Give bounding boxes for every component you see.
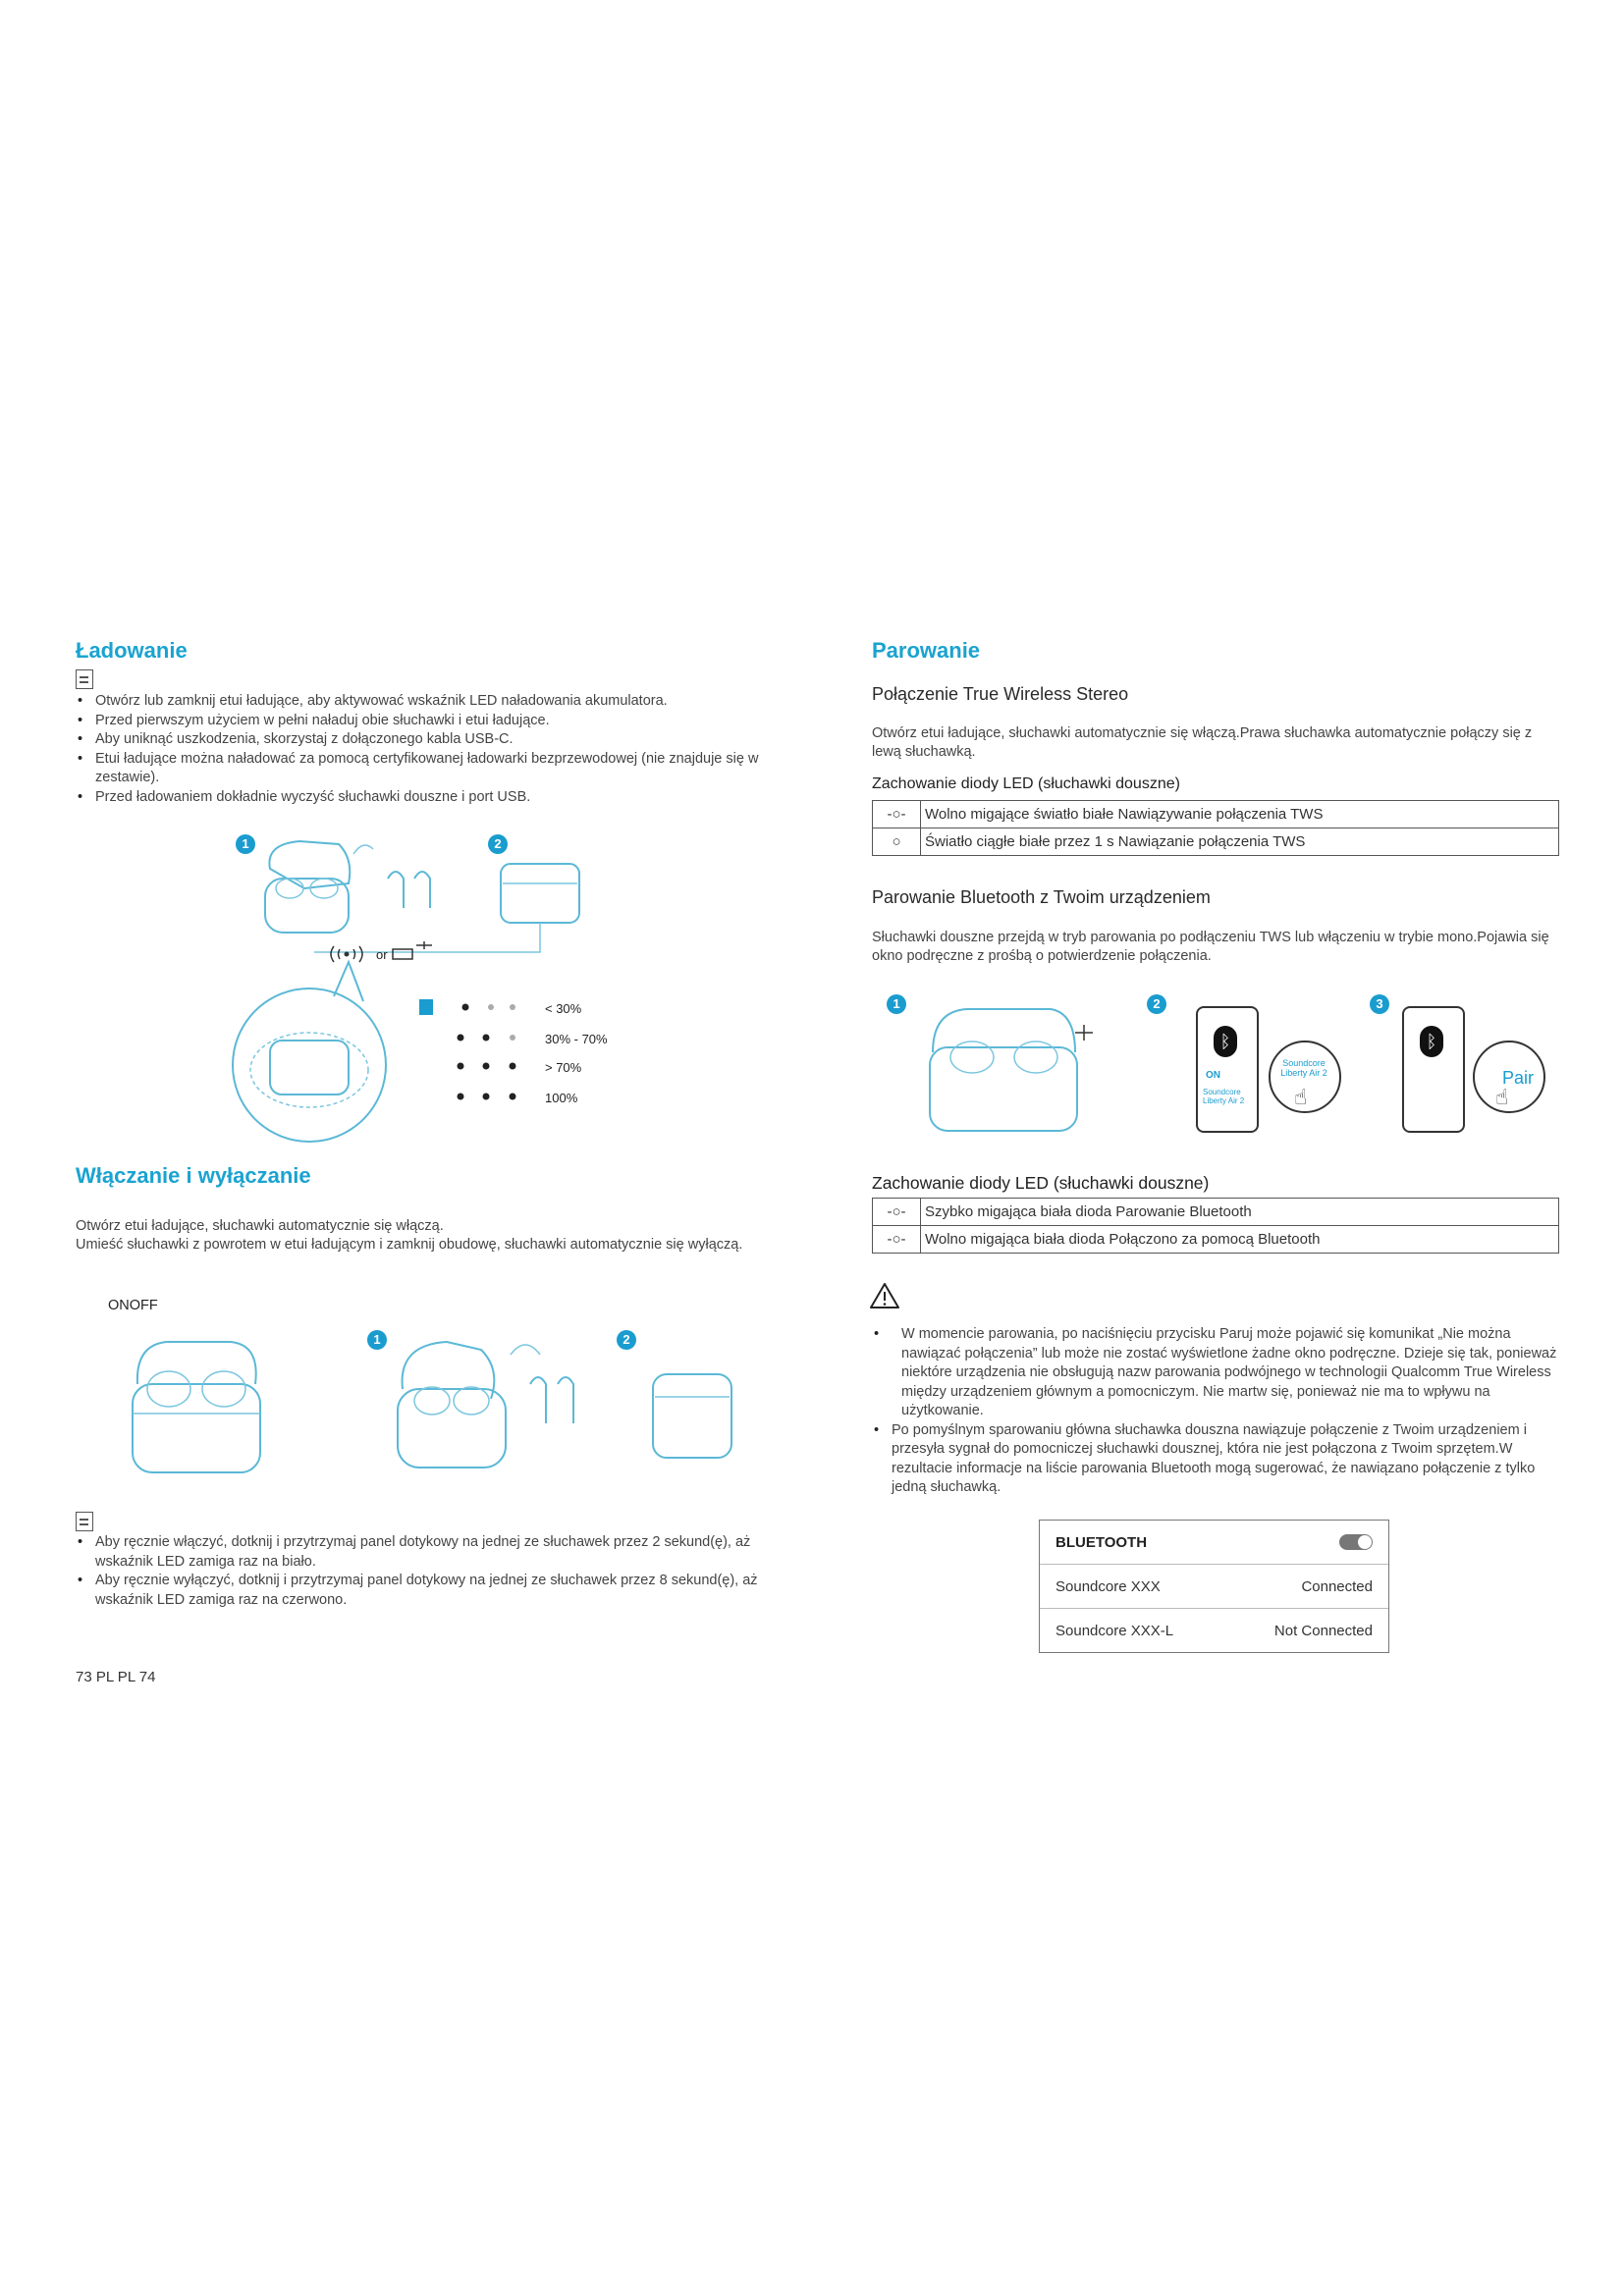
step-1-badge: 1 xyxy=(887,994,906,1014)
led-table-tws xyxy=(872,800,1559,856)
warning-bullets xyxy=(872,1325,1565,1498)
level-label: 30% - 70% xyxy=(545,1032,608,1046)
case-illustration xyxy=(928,1003,1105,1136)
charging-bullets xyxy=(76,692,763,807)
table-row: -○- Wolno migająca biała dioda Połączono za pomocą Bluetooth xyxy=(873,1226,1559,1254)
device-row[interactable]: Soundcore XXX Connected xyxy=(1040,1564,1388,1608)
device-row[interactable]: Soundcore XXX-L Not Connected xyxy=(1040,1608,1388,1652)
list-item: • Przed ładowaniem dokładnie wyczyść słuchawki douszne i port USB. xyxy=(76,788,763,808)
table-row: -○- Szybko migająca biała dioda Parowanie Bluetooth xyxy=(873,1199,1559,1226)
power-title: Włączanie i wyłączanie xyxy=(76,1163,311,1188)
toggle-on-label: ON xyxy=(1206,1070,1220,1081)
charging-title: Ładowanie xyxy=(76,638,188,663)
or-label: or xyxy=(376,947,388,962)
step-2-badge: 2 xyxy=(1147,994,1166,1014)
power-text: Otwórz etui ładujące, słuchawki automatycznie się włączą. Umieść słuchawki z powrotem w etui ładującym i zamknij obudowę, słuchawki automatycznie się wyłączą. xyxy=(76,1218,743,1253)
led-heading: Zachowanie diody LED (słuchawki douszne) xyxy=(872,775,1180,792)
list-item: • Otwórz lub zamknij etui ładujące, aby aktywować wskaźnik LED naładowania akumulatora. xyxy=(76,692,763,712)
level-label: 100% xyxy=(545,1091,578,1105)
popup-device-name: Soundcore Liberty Air 2 xyxy=(1280,1058,1327,1078)
onoff-label: ONOFF xyxy=(108,1298,158,1313)
list-item: • Po pomyślnym sparowaniu główna słuchawka douszna nawiązuje połączenie z Twoim urządzeniem i przesyła sygnał do pomocniczej słuchawki dousznej, która nie jest połączona z Twoim sprzętem.W rezultacie informacje na liście parowania Bluetooth mogą sugerować, że nawiązano połączenie z tylko jedną słuchawką. xyxy=(872,1421,1565,1498)
hand-pointer-icon: ☝ xyxy=(1495,1085,1509,1109)
step-1-badge: 1 xyxy=(236,834,255,854)
bt-text: Słuchawki douszne przejdą w tryb parowania po podłączeniu TWS lub włączeniu w trybie mono.Pojawia się okno podręczne z prośbą o potwierdzenie połączenia. xyxy=(872,930,1549,964)
tws-subtitle: Połączenie True Wireless Stereo xyxy=(872,684,1129,704)
tws-text: Otwórz etui ładujące, słuchawki automatycznie się włączą.Prawa słuchawka automatycznie połączy się z lewą słuchawką. xyxy=(872,725,1533,760)
usb-icon xyxy=(391,937,440,967)
page-footer: 73 PL PL 74 xyxy=(76,1669,156,1685)
list-item: • W momencie parowania, po naciśnięciu przycisku Paruj może pojawić się komunikat „Nie można nawiązać połączenia” lub może nie zostać wyświetlone żadne okno podręczne. Dzieje się tak, ponieważ niektóre urządzenia nie obsługują nazw parowania podwójnego w technologii Qualcomm True Wireless między urządzeniem głównym a pomocniczym. Nie martw się, ponieważ nie ma to wpływu na użytkowanie. xyxy=(872,1325,1565,1421)
open-case-illustration xyxy=(128,1330,265,1477)
pairing-title: Parowanie xyxy=(872,638,981,663)
pair-button: Pair xyxy=(1502,1068,1535,1088)
warning-icon xyxy=(869,1281,900,1310)
note-icon xyxy=(76,669,93,689)
power-bullets xyxy=(76,1533,763,1610)
bluetooth-panel xyxy=(1039,1520,1389,1653)
blink-icon: -○- xyxy=(873,1199,921,1226)
table-row: ○ Światło ciągłe białe przez 1 s Nawiązanie połączenia TWS xyxy=(873,828,1559,856)
hand-pointer-icon: ☝ xyxy=(1294,1085,1308,1109)
bluetooth-icon: ᛒ xyxy=(1214,1026,1237,1057)
step-3-badge: 3 xyxy=(1370,994,1389,1014)
bluetooth-header: BLUETOOTH xyxy=(1040,1521,1388,1564)
step-2-badge: 2 xyxy=(488,834,508,854)
power-illustration xyxy=(383,1330,746,1477)
blink-icon: -○- xyxy=(873,1226,921,1254)
list-item: • Aby uniknąć uszkodzenia, skorzystaj z dołączonego kabla USB-C. xyxy=(76,730,763,750)
level-label: > 70% xyxy=(545,1060,582,1075)
bluetooth-toggle[interactable] xyxy=(1339,1534,1373,1550)
level-label: < 30% xyxy=(545,1001,582,1016)
table-row: -○- Wolno migające światło białe Nawiązywanie połączenia TWS xyxy=(873,801,1559,828)
led-level-indicators xyxy=(417,994,555,1112)
list-item: • Etui ładujące można naładować za pomocą certyfikowanej ładowarki bezprzewodowej (nie znajduje się w zestawie). xyxy=(76,750,763,788)
led-table-bluetooth xyxy=(872,1198,1559,1254)
list-item: • Aby ręcznie wyłączyć, dotknij i przytrzymaj panel dotykowy na jednej ze słuchawek przez 8 sekund(ę), aż wskaźnik LED zamiga raz na czerwono. xyxy=(76,1572,763,1610)
list-item: • Aby ręcznie włączyć, dotknij i przytrzymaj panel dotykowy na jednej ze słuchawek przez 2 sekund(ę), aż wskaźnik LED zamiga raz na biało. xyxy=(76,1533,763,1572)
step-1-badge: 1 xyxy=(367,1330,387,1350)
bt-subtitle: Parowanie Bluetooth z Twoim urządzeniem xyxy=(872,887,1211,907)
device-name: Soundcore Liberty Air 2 xyxy=(1203,1088,1245,1105)
bluetooth-icon: ᛒ xyxy=(1420,1026,1443,1057)
steady-light-icon: ○ xyxy=(873,828,921,856)
list-item: • Przed pierwszym użyciem w pełni naładuj obie słuchawki i etui ładujące. xyxy=(76,712,763,731)
led-heading-2: Zachowanie diody LED (słuchawki douszne) xyxy=(872,1173,1210,1193)
note-icon xyxy=(76,1512,93,1531)
blink-icon: -○- xyxy=(873,801,921,828)
step-2-badge: 2 xyxy=(617,1330,636,1350)
